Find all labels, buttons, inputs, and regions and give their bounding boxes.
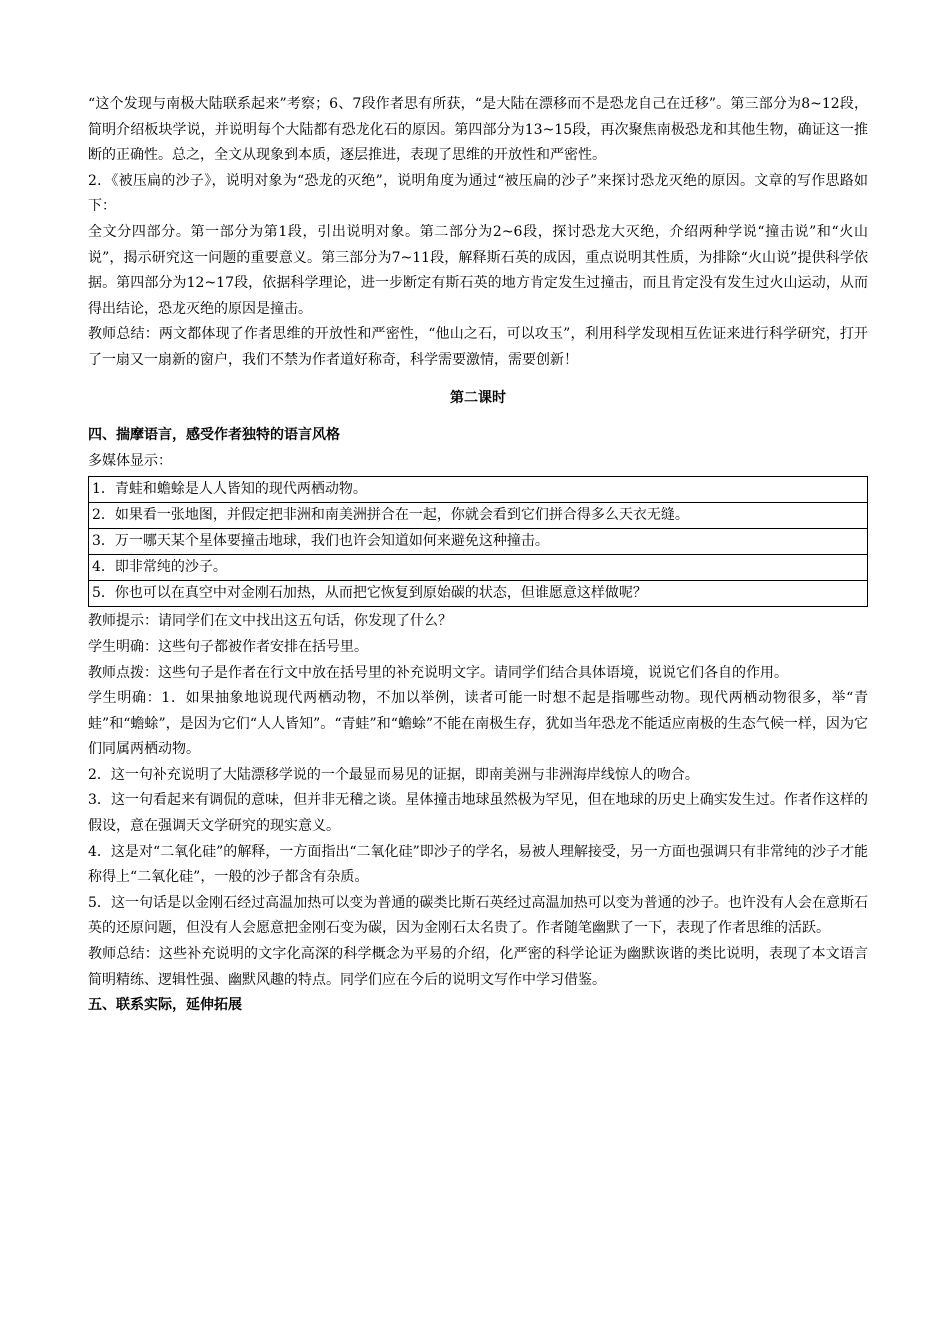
multimedia-intro: 多媒体显示： [88,452,172,469]
section-heading: 四、揣摩语言，感受作者独特的语言风格 [88,427,340,444]
paragraph: 学生明确：这些句子都被作者安排在括号里。 [88,638,368,655]
paragraph: “这个发现与南极大陆联系起来”考察；6、7段作者思有所获，“是大陆在漂移而不是恐龙自己在迁移”。第三部分为8~12段，简明介绍板块学说，并说明每个大陆都有恐龙化石的原因。第四部分为13~15段，再次聚焦南极恐龙和其他生物，确证这一推断的正确性。总之，全文从现象到本质，逐层推进，表现了思维的开放性和严密性。 [88,96,868,164]
box-item: 5．你也可以在真空中对金刚石加热，从而把它恢复到原始碳的状态，但谁愿意这样做呢？ [92,585,647,602]
paragraph: 2．这一句补充说明了大陆漂移学说的一个最显而易见的证据，即南美洲与非洲海岸线惊人的吻合。 [88,766,699,783]
paragraph: 教师总结：这些补充说明的文字化高深的科学概念为平易的介绍，化严密的科学论证为幽默诙谐的类比说明，表现了本文语言简明精练、逻辑性强、幽默风趣的特点。同学们应在今后的说明文写作中学习借鉴。 [88,946,868,988]
section-language-style [88,423,868,993]
paragraph: 4．这是对“二氧化硅”的解释，一方面指出“二氧化硅”即沙子的学名，易被人理解接受，另一方面也强调只有非常纯的沙子才能称得上“二氧化硅”，一般的沙子都含有杂质。 [88,843,868,886]
box-item: 2．如果看一张地图，并假定把非洲和南美洲拼合在一起，你就会看到它们拼合得多么天衣无缝。 [89,503,867,529]
paragraph: 2．《被压扁的沙子》，说明对象为“恐龙的灭绝”，说明角度为通过“被压扁的沙子”来探讨恐龙灭绝的原因。文章的写作思路如下： [88,172,868,215]
section-extension [88,993,868,1019]
lesson-title: 第二课时 [450,389,506,406]
paragraph: 教师点拨：这些句子是作者在行文中放在括号里的补充说明文字。请同学们结合具体语境，说说它们各自的作用。 [88,664,788,681]
box-item: 1．青蛙和蟾蜍是人人皆知的现代两栖动物。 [89,477,867,503]
paragraph: 3．这一句看起来有调侃的意味，但并非无稽之谈。星体撞击地球虽然极为罕见，但在地球的历史上确实发生过。作者作这样的假设，意在强调天文学研究的现实意义。 [88,792,868,835]
box-item: 4．即非常纯的沙子。 [89,555,867,581]
paragraph: 5．这一句话是以金刚石经过高温加热可以变为普通的碳类比斯石英经过高温加热可以变为普通的沙子。也许没有人会在意斯石英的还原问题，但没有人会愿意把金刚石变为碳，因为金刚石太名贵了。作者随笔幽默了一下，表现了作者思维的活跃。 [88,894,868,937]
section-structure-analysis [88,92,868,374]
paragraph: 全文分四部分。第一部分为第1段，引出说明对象。第二部分为2~6段，探讨恐龙大灭绝，介绍两种学说“撞击说”和“火山说”，揭示研究这一问题的重要意义。第三部分为7~11段，解释斯石英的成因，重点说明其性质，为排除“火山说”提供科学依据。第四部分为12~17段，依据科学理论，进一步断定有斯石英的地方肯定发生过撞击，而且肯定没有发生过火山运动，从而得出结论，恐龙灭绝的原因是撞击。 [88,223,868,317]
paragraph: 教师总结：两文都体现了作者思维的开放性和严密性，“他山之石，可以攻玉”，利用科学发现相互佐证来进行科学研究，打开了一扇又一扇新的窗户，我们不禁为作者道好称奇，科学需要激情，需要创新！ [88,326,868,368]
box-item: 3．万一哪天某个星体要撞击地球，我们也许会知道如何来避免这种撞击。 [89,529,867,555]
multimedia-box [88,476,868,607]
paragraph: 教师提示：请同学们在文中找出这五句话，你发现了什么？ [88,613,452,630]
paragraph: 学生明确：1．如果抽象地说现代两栖动物，不加以举例，读者可能一时想不起是指哪些动物。现代两栖动物很多，举“青蛙”和“蟾蜍”，是因为它们“人人皆知”。“青蛙”和“蟾蜍”不能在南极生存，犹如当年恐龙不能适应南极的生态气候一样，因为它们同属两栖动物。 [88,690,868,758]
section-heading: 五、联系实际，延伸拓展 [88,997,242,1014]
page-content [88,92,868,1019]
